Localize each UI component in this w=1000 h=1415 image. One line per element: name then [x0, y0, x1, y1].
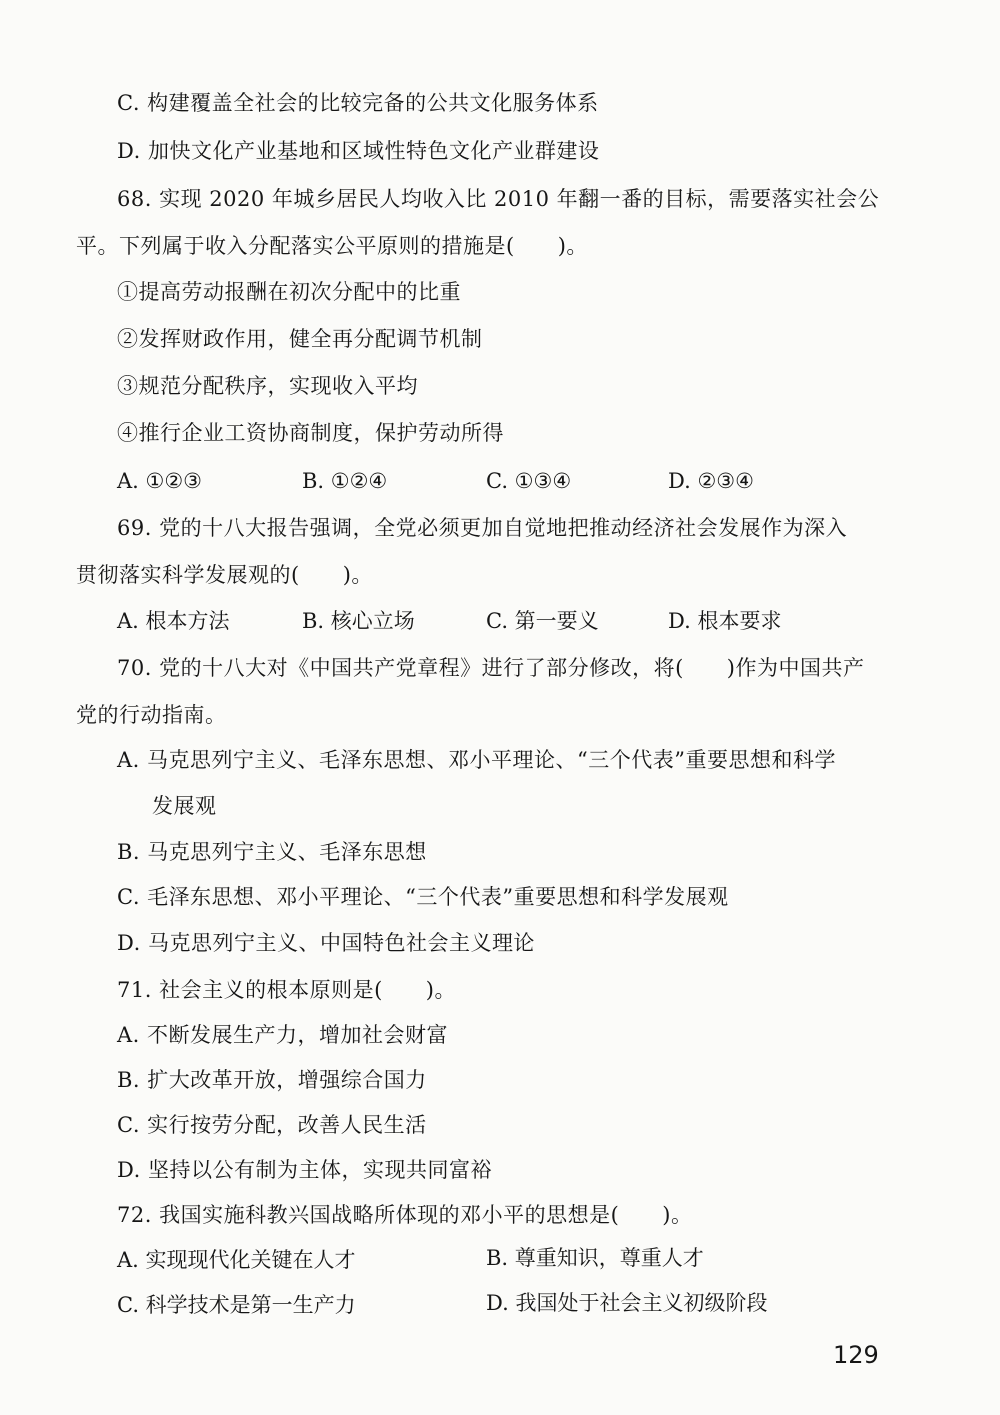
q72-option-a: A. 实现现代化关键在人才	[117, 1248, 356, 1272]
q70-option-d: D. 马克思列宁主义、中国特色社会主义理论	[117, 931, 535, 955]
q69-option-b: B. 核心立场	[302, 609, 415, 633]
q70-stem-line1: 70. 党的十八大对《中国共产党章程》进行了部分修改，将( )作为中国共产	[117, 656, 865, 680]
q69-stem-line1: 69. 党的十八大报告强调，全党必须更加自觉地把推动经济社会发展作为深入	[117, 516, 848, 540]
q67-option-d: D. 加快文化产业基地和区域性特色文化产业群建设	[117, 139, 600, 163]
q68-option-c: C. ①③④	[486, 469, 572, 493]
q72-stem: 72. 我国实施科教兴国战略所体现的邓小平的思想是( )。	[117, 1203, 693, 1227]
q68-item-3: ③规范分配秩序，实现收入平均	[117, 374, 418, 398]
q69-option-d: D. 根本要求	[668, 609, 782, 633]
q70-option-b: B. 马克思列宁主义、毛泽东思想	[117, 840, 427, 864]
page-number: 129	[833, 1341, 879, 1369]
q68-stem-line2: 平。下列属于收入分配落实公平原则的措施是( )。	[76, 234, 588, 258]
q68-option-b: B. ①②④	[302, 469, 388, 493]
q72-option-c: C. 科学技术是第一生产力	[117, 1293, 356, 1317]
q69-option-a: A. 根本方法	[117, 609, 230, 633]
q70-stem-line2: 党的行动指南。	[76, 703, 227, 727]
q71-option-b: B. 扩大改革开放，增强综合国力	[117, 1068, 427, 1092]
q71-option-c: C. 实行按劳分配，改善人民生活	[117, 1113, 427, 1137]
q71-option-d: D. 坚持以公有制为主体，实现共同富裕	[117, 1158, 492, 1182]
q70-option-a: A. 马克思列宁主义、毛泽东思想、邓小平理论、“三个代表”重要思想和科学	[117, 748, 836, 772]
q71-stem: 71. 社会主义的根本原则是( )。	[117, 978, 456, 1002]
q67-option-c: C. 构建覆盖全社会的比较完备的公共文化服务体系	[117, 91, 599, 115]
q68-option-d: D. ②③④	[668, 469, 754, 493]
q69-stem-line2: 贯彻落实科学发展观的( )。	[76, 563, 373, 587]
q69-option-c: C. 第一要义	[486, 609, 599, 633]
q70-option-a-cont: 发展观	[152, 794, 217, 818]
q72-option-b: B. 尊重知识，尊重人才	[486, 1246, 704, 1270]
q68-item-2: ②发挥财政作用，健全再分配调节机制	[117, 327, 483, 351]
q68-item-4: ④推行企业工资协商制度，保护劳动所得	[117, 421, 504, 445]
q68-option-a: A. ①②③	[117, 469, 202, 493]
q71-option-a: A. 不断发展生产力，增加社会财富	[117, 1023, 449, 1047]
q70-option-c: C. 毛泽东思想、邓小平理论、“三个代表”重要思想和科学发展观	[117, 885, 729, 909]
q68-item-1: ①提高劳动报酬在初次分配中的比重	[117, 280, 461, 304]
q68-stem-line1: 68. 实现 2020 年城乡居民人均收入比 2010 年翻一番的目标，需要落实社会公	[117, 187, 880, 211]
q72-option-d: D. 我国处于社会主义初级阶段	[486, 1291, 768, 1315]
